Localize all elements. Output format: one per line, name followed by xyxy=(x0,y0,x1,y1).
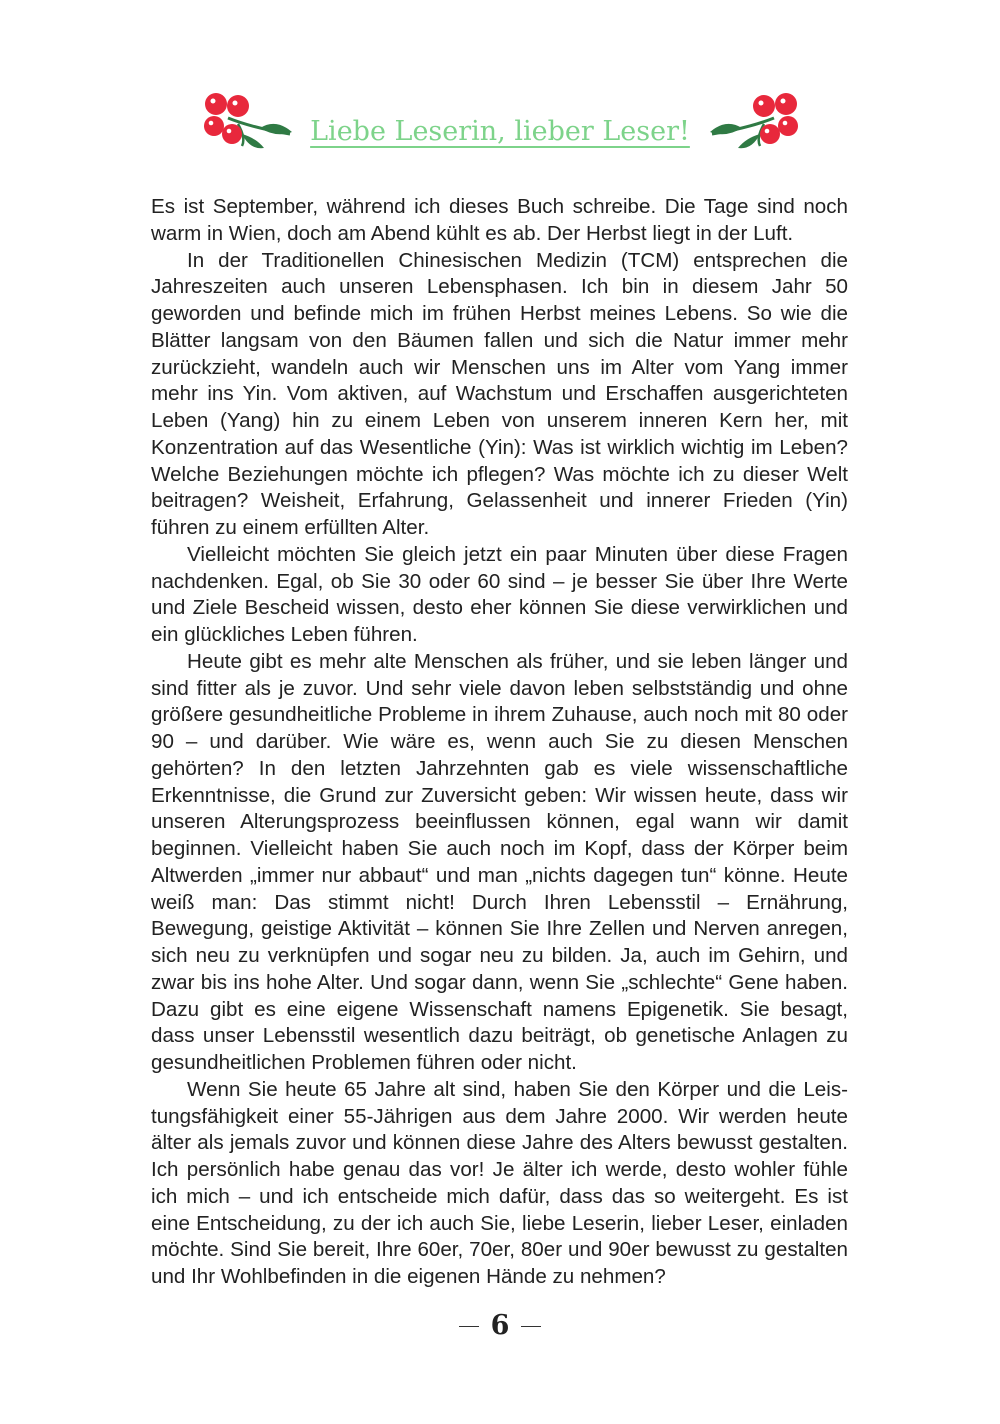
page-header xyxy=(0,88,1000,168)
page-number xyxy=(0,1310,1000,1341)
paragraph-1: Es ist September, während ich dieses Buch schreibe. Die Tage sind noch warm in Wien, doch am Abend kühlt es ab. Der Herbst liegt in der Luft. xyxy=(151,195,848,245)
paragraph-3: Vielleicht möchten Sie gleich jetzt ein paar Minuten über diese Fragen nachdenken. Egal, ob Sie 30 oder 60 sind – je besser Sie über Ihre Werte und Ziele Bescheid wissen, desto eher können Sie diese verwirklichen und ein glückliches Leben führen. xyxy=(151,542,848,646)
page-title-text: Liebe Leserin, lieber Leser! xyxy=(310,116,690,147)
page-title xyxy=(0,116,1000,147)
body-text xyxy=(151,194,848,1291)
paragraph-2: In der Traditionellen Chinesischen Medizin (TCM) entsprechen die Jahreszeiten auch unseren Lebensphasen. Ich bin in diesem Jahr 50 geworden und befinde mich im frühen Herbst meines Lebens. So wie die Blätter langsam von den Bäumen fallen und sich die Natur immer mehr zurückzieht, wandeln auch wir Menschen uns im Alter vom Yang immer mehr ins Yin. Vom aktiven, auf Wachstum und Erschaffen ausgerichteten Leben (Yang) hin zu einem Leben von unserem inneren Kern her, mit Konzentration auf das Wesentliche (Yin): Was ist wirklich wichtig im Leben? Welche Beziehungen möchte ich pflegen? Was möchte ich zu dieser Welt beitragen? Weisheit, Erfahrung, Gelassenheit und innerer Frieden (Yin) führen zu einem erfüllten Alter. xyxy=(151,248,848,539)
right-dash xyxy=(521,1326,541,1327)
berry-branch-icon xyxy=(704,88,804,158)
left-dash xyxy=(459,1326,479,1327)
page-number-text: 6 xyxy=(490,1310,510,1341)
paragraph-5: Wenn Sie heute 65 Jahre alt sind, haben Sie den Körper und die Leistungsfähigkeit einer 55-Jährigen aus dem Jahre 2000. Wir werden heute älter als jemals zuvor und können diese Jahre des Alters bewusst gestalten. Ich persönlich habe genau das vor! Je älter ich werde, desto wohler fühle ich mich – und ich entscheide mich dafür, dass das so weitergeht. Es ist eine Entscheidung, zu der ich auch Sie, liebe Leserin, lieber Leser, einladen möchte. Sind Sie bereit, Ihre 60er, 70er, 80er und 90er bewusst zu gestalten und Ihr Wohlbefinden in die eigenen Hände zu nehmen? xyxy=(151,1077,848,1288)
paragraph-4: Heute gibt es mehr alte Menschen als früher, und sie leben länger und sind fitter als je zuvor. Und sehr viele davon leben selbstständig und ohne größere gesundheitliche Probleme in ihrem Zuhause, auch noch mit 80 oder 90 – und darüber. Wie wäre es, wenn auch Sie zu diesen Menschen gehörten? In den letzten Jahrzehnten gab es viele wissenschaftliche Erkenntnisse, die Grund zur Zuversicht geben: Wir wissen heute, dass wir unseren Alterungsprozess beeinflussen können, egal wann wir damit beginnen. Vielleicht haben Sie auch noch im Kopf, dass der Körper beim Altwerden „immer nur abbaut“ und man „nichts dagegen tun“ könne. Heute weiß man: Das stimmt nicht! Durch Ihren Lebensstil – Ernährung, Bewegung, geistige Aktivität – können Sie Ihre Zellen und Nerven anregen, sich neu zu verknüpfen und sogar neu zu bilden. Ja, auch im Gehirn, und zwar bis ins hohe Alter. Und sogar dann, wenn Sie „schlechte“ Gene haben. Dazu gibt es eine eigene Wissenschaft namens Epigenetik. Sie besagt, dass unser Lebensstil wesentlich dazu beiträgt, ob genetische Anlagen zu gesundheitlichen Problemen führen oder nicht. xyxy=(151,649,848,1074)
